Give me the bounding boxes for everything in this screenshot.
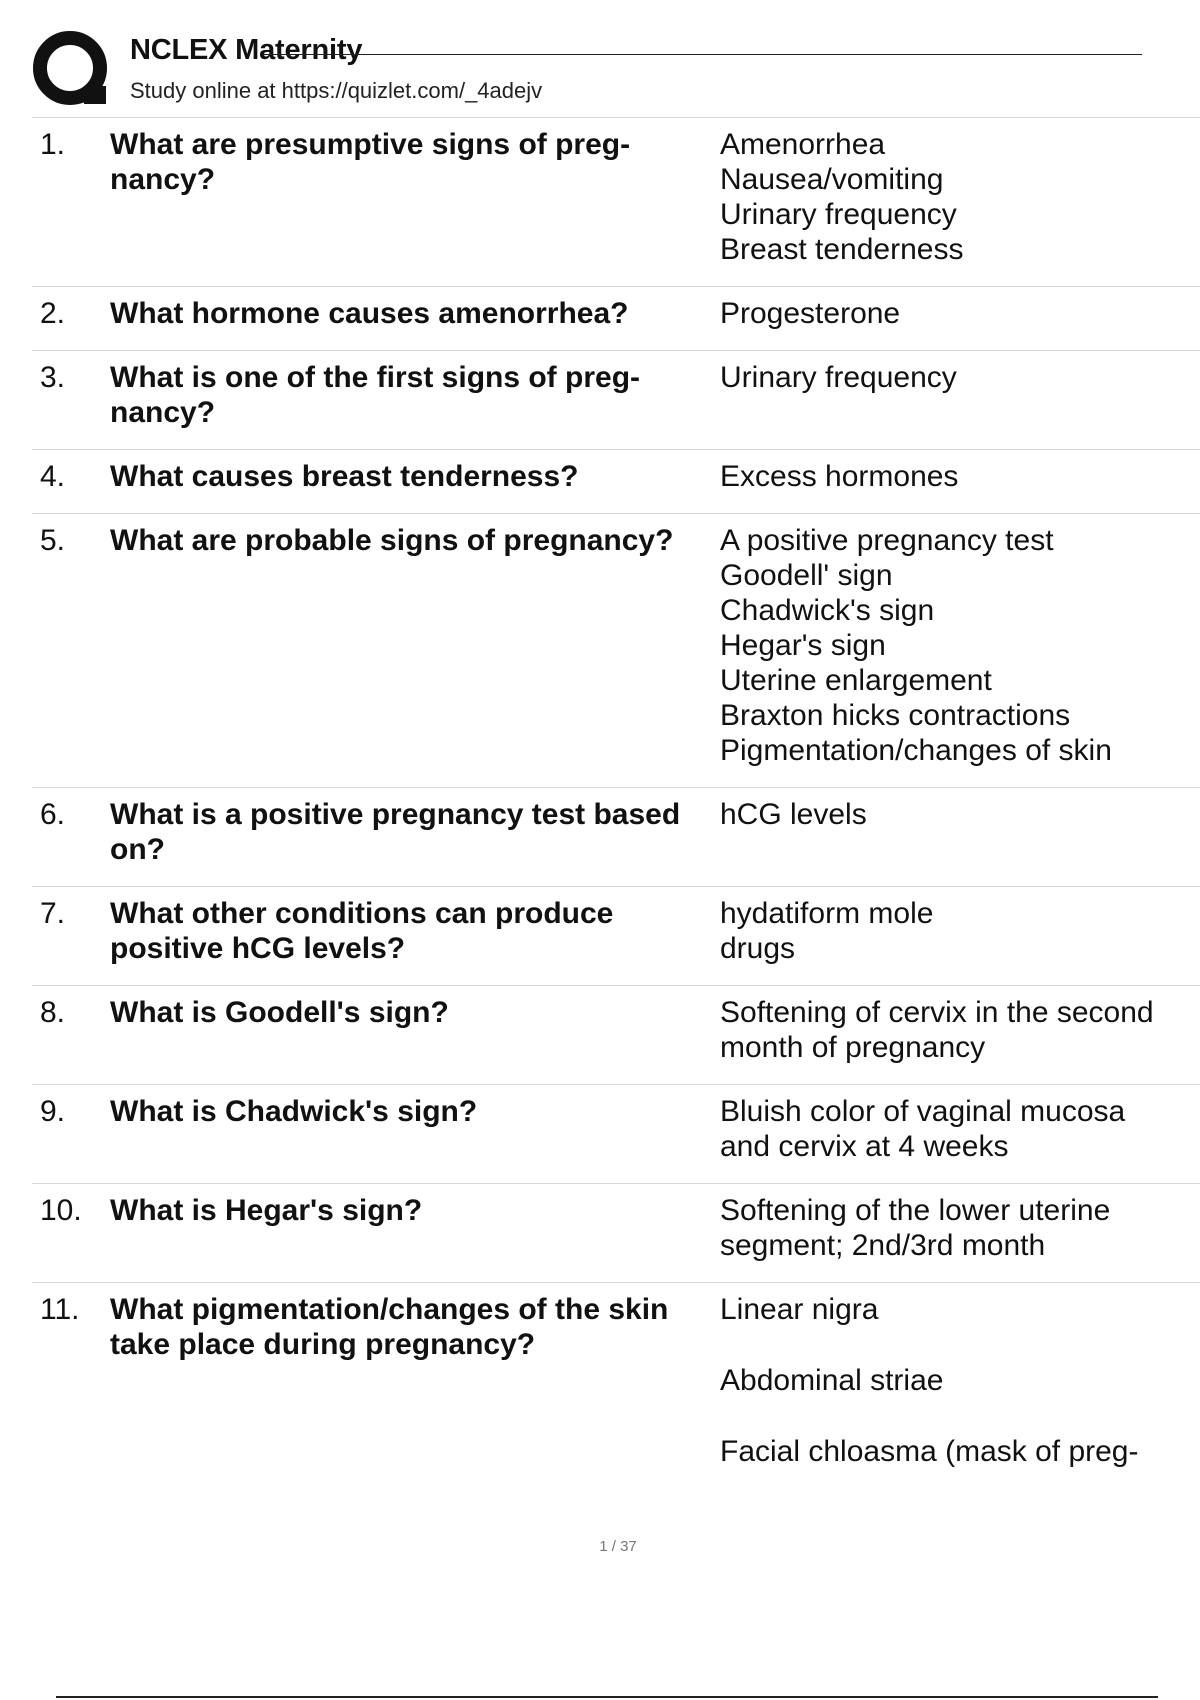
definition-line: Braxton hicks contractions: [720, 699, 1071, 732]
definition-line: hydatiform mole: [720, 897, 934, 930]
definition-line: Linear nigra: [720, 1293, 879, 1326]
card-definition: [720, 127, 1200, 267]
flashcard-row: [32, 788, 1200, 887]
document-title: NCLEX Maternity: [130, 34, 363, 66]
definition-line: month of pregnancy: [720, 1031, 986, 1064]
definition-line: segment; 2nd/3rd month: [720, 1229, 1046, 1262]
card-number: 1.: [40, 128, 66, 161]
flashcard-row: [32, 1184, 1200, 1283]
page-indicator: 1 / 37: [599, 1538, 637, 1555]
document-header: [32, 30, 1142, 110]
card-number: 7.: [40, 897, 66, 930]
definition-line: Facial chloasma (mask of preg-: [720, 1435, 1139, 1468]
card-number: 10.: [40, 1194, 82, 1227]
definition-line: Softening of cervix in the second: [720, 996, 1154, 1029]
definition-line: Amenorrhea: [720, 128, 886, 161]
definition-line: Urinary frequency: [720, 198, 957, 231]
definition-line: Goodell' sign: [720, 559, 893, 592]
quizlet-logo-icon: [32, 30, 112, 110]
definition-line: Hegar's sign: [720, 629, 886, 662]
flashcard-row: [32, 1283, 1200, 1488]
card-number: 3.: [40, 361, 66, 394]
definition-line: Softening of the lower uterine: [720, 1194, 1111, 1227]
card-number: 8.: [40, 996, 66, 1029]
card-number: 9.: [40, 1095, 66, 1128]
definition-line: Abdominal striae: [720, 1364, 944, 1397]
card-number: 6.: [40, 798, 66, 831]
card-number: 2.: [40, 297, 66, 330]
card-number: 5.: [40, 524, 66, 557]
card-definition: [720, 1094, 1200, 1164]
definition-line: Excess hormones: [720, 460, 959, 493]
card-term: What is Hegar's sign?: [110, 1194, 423, 1227]
definition-line: Bluish color of vaginal mucosa: [720, 1095, 1126, 1128]
study-online-link[interactable]: Study online at https://quizlet.com/_4adejv: [130, 78, 543, 103]
definition-line: Urinary frequency: [720, 361, 957, 394]
flashcard-row: [32, 986, 1200, 1085]
definition-line: Chadwick's sign: [720, 594, 935, 627]
flashcard-row: [32, 118, 1200, 287]
definition-line: Nausea/vomiting: [720, 163, 944, 196]
card-definition: [720, 896, 1200, 966]
card-term: What is Chadwick's sign?: [110, 1095, 478, 1128]
card-definition: [720, 296, 1200, 331]
card-term: What is a positive pregnancy test based on?: [110, 798, 681, 866]
card-definition: [720, 797, 1200, 867]
definition-line: hCG levels: [720, 798, 867, 831]
flashcard-row: [32, 514, 1200, 788]
card-term: What are probable signs of pregnancy?: [110, 524, 674, 557]
flashcard-row: [32, 1085, 1200, 1184]
definition-line: and cervix at 4 weeks: [720, 1130, 1009, 1163]
card-definition: [720, 995, 1200, 1065]
card-term: What is one of the first signs of preg- nancy?: [110, 361, 641, 429]
card-definition: [720, 1292, 1200, 1469]
card-term: What are presumptive signs of preg- nancy?: [110, 128, 631, 196]
definition-line: Breast tenderness: [720, 233, 964, 266]
card-term: What pigmentation/changes of the skin take place during pregnancy?: [110, 1293, 669, 1361]
title-rule: [262, 54, 1142, 55]
card-definition: [720, 1193, 1200, 1263]
footer-rule: [56, 1696, 1158, 1698]
definition-line: A positive pregnancy test: [720, 524, 1054, 557]
definition-line: Pigmentation/changes of skin: [720, 734, 1112, 767]
card-number: 4.: [40, 460, 66, 493]
card-definition: [720, 523, 1200, 768]
flashcard-row: [32, 287, 1200, 351]
card-term: What hormone causes amenorrhea?: [110, 297, 629, 330]
card-term: What is Goodell's sign?: [110, 996, 449, 1029]
card-number: 11.: [40, 1293, 80, 1326]
card-definition: [720, 360, 1200, 430]
flashcard-row: [32, 351, 1200, 450]
definition-line: drugs: [720, 932, 796, 965]
flashcard-row: [32, 887, 1200, 986]
flashcard-list: [32, 117, 1200, 1488]
card-definition: [720, 459, 1200, 494]
definition-line: Progesterone: [720, 297, 901, 330]
card-term: What causes breast tenderness?: [110, 460, 579, 493]
card-term: What other conditions can produce positive hCG levels?: [110, 897, 614, 965]
flashcard-row: [32, 450, 1200, 514]
definition-line: Uterine enlargement: [720, 664, 992, 697]
